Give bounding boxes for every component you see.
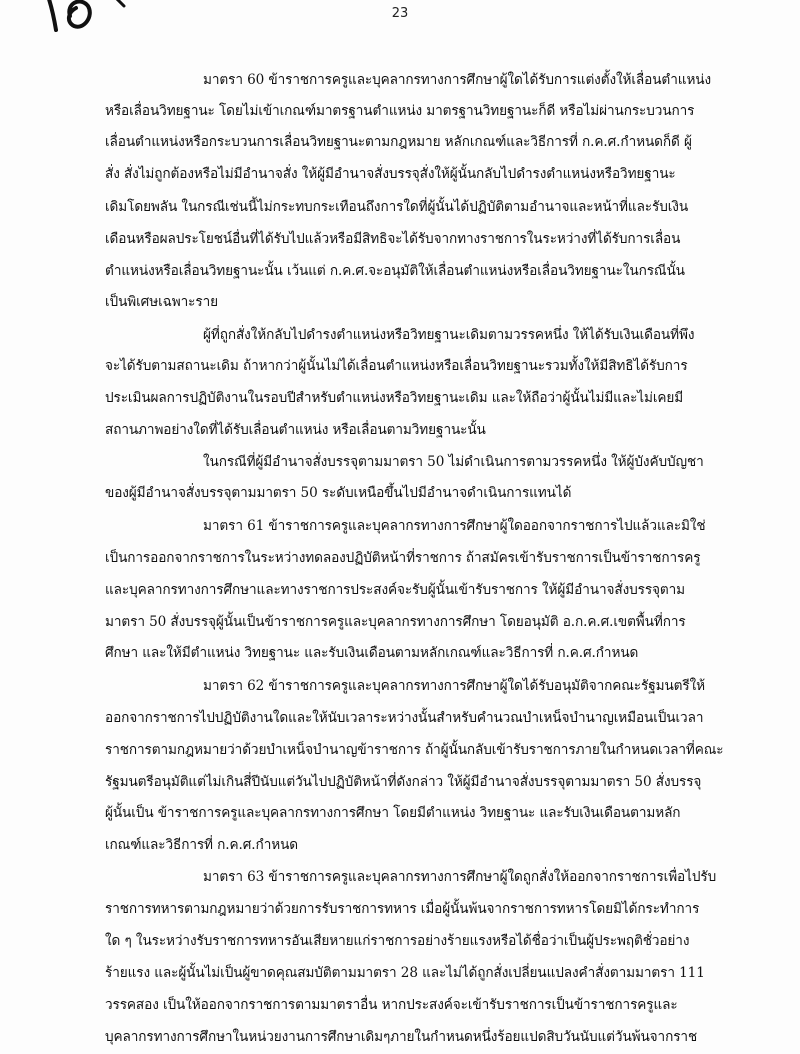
text-line: มาตรา 61 ข้าราชการครูและบุคลากรทางการศึกษาผู้ใดออกจากราชการไปแล้วและมิใช่	[203, 518, 706, 534]
text-line: สถานภาพอย่างใดที่ได้รับเลื่อนตำแหน่ง หรือเลื่อนตามวิทยฐานะนั้น	[105, 422, 486, 438]
text-line: รัฐมนตรีอนุมัติแต่ไม่เกินสี่ปีนับแต่วันไปปฏิบัติหน้าที่ดังกล่าว ให้ผู้มีอำนาจสั่งบรรจุตามมาตรา 50 สั่งบรรจุ	[105, 774, 702, 790]
text-line: ประเมินผลการปฏิบัติงานในรอบปีสำหรับตำแหน่งหรือวิทยฐานะเดิม และให้ถือว่าผู้นั้นไม่มีและไม่เคยมี	[105, 390, 684, 406]
text-line: ร้ายแรง และผู้นั้นไม่เป็นผู้ขาดคุณสมบัติตามมาตรา 28 และไม่ได้ถูกสั่งเปลี่ยนแปลงคำสั่งตามมาตรา 111	[105, 965, 705, 981]
text-line: ออกจากราชการไปปฏิบัติงานใดและให้นับเวลาระหว่างนั้นสำหรับคำนวณบำเหน็จบำนาญเหมือนเป็นเวลา	[105, 710, 704, 726]
text-line: สั่ง สั่งไม่ถูกต้องหรือไม่มีอำนาจสั่ง ให้ผู้มีอำนาจสั่งบรรจุสั่งให้ผู้นั้นกลับไปดำรงตำแหน่งหรือวิทยฐานะ	[105, 166, 676, 182]
text-line: มาตรา 60 ข้าราชการครูและบุคลากรทางการศึกษาผู้ใดได้รับการแต่งตั้งให้เลื่อนตำแหน่ง	[203, 72, 712, 88]
text-line: และบุคลากรทางการศึกษาและทางราชการประสงค์จะรับผู้นั้นเข้ารับราชการ ให้ผู้มีอำนาจสั่งบรรจุตาม	[105, 582, 686, 598]
text-line: ของผู้มีอำนาจสั่งบรรจุตามมาตรา 50 ระดับเหนือขึ้นไปมีอำนาจดำเนินการแทนได้	[105, 485, 572, 501]
text-line: เกณฑ์และวิธีการที่ ก.ค.ศ.กำหนด	[105, 837, 299, 853]
text-line: มาตรา 63 ข้าราชการครูและบุคลากรทางการศึกษาผู้ใดถูกสั่งให้ออกจากราชการเพื่อไปรับ	[203, 869, 717, 885]
text-line: ผู้นั้นเป็น ข้าราชการครูและบุคลากรทางการศึกษา โดยมีตำแหน่ง วิทยฐานะ และรับเงินเดือนตามหลัก	[105, 805, 681, 821]
text-line: ราชการทหารตามกฎหมายว่าด้วยการรับราชการทหาร เมื่อผู้นั้นพ้นจากราชการทหารโดยมิได้กระทำการ	[105, 901, 700, 917]
text-line: ผู้ที่ถูกสั่งให้กลับไปดำรงตำแหน่งหรือวิทยฐานะเดิมตามวรรคหนึ่ง ให้ได้รับเงินเดือนที่พึง	[203, 327, 695, 343]
text-line: เลื่อนตำแหน่งหรือกระบวนการเลื่อนวิทยฐานะตามกฎหมาย หลักเกณฑ์และวิธีการที่ ก.ค.ศ.กำหนดก็ดี ผู้	[105, 134, 692, 150]
text-line: มาตรา 50 สั่งบรรจุผู้นั้นเป็นข้าราชการครูและบุคลากรทางการศึกษา โดยอนุมัติ อ.ก.ค.ศ.เขตพื้นที่การ	[105, 614, 686, 630]
text-line: หรือเลื่อนวิทยฐานะ โดยไม่เข้าเกณฑ์มาตรฐานตำแหน่ง มาตรฐานวิทยฐานะก็ดี หรือไม่ผ่านกระบวนการ	[105, 103, 695, 119]
text-line: จะได้รับตามสถานะเดิม ถ้าหากว่าผู้นั้นไม่ได้เลื่อนตำแหน่งหรือเลื่อนวิทยฐานะรวมทั้งให้มีสิทธิได้รับการ	[105, 358, 688, 374]
text-line: ศึกษา และให้มีตำแหน่ง วิทยฐานะ และรับเงินเดือนตามหลักเกณฑ์และวิธีการที่ ก.ค.ศ.กำหนด	[105, 645, 639, 661]
text-line: เป็นการออกจากราชการในระหว่างทดลองปฏิบัติหน้าที่ราชการ ถ้าสมัครเข้ารับราชการเป็นข้าราชการครู	[105, 550, 701, 566]
text-line: ใด ๆ ในระหว่างรับราชการทหารอันเสียหายแก่ราชการอย่างร้ายแรงหรือได้ชื่อว่าเป็นผู้ประพฤติชั่วอย่าง	[105, 933, 690, 949]
text-line: เป็นพิเศษเฉพาะราย	[105, 294, 218, 310]
text-line: บุคลากรทางการศึกษาในหน่วยงานการศึกษาเดิมๆภายในกำหนดหนึ่งร้อยแปดสิบวันนับแต่วันพ้นจากราช	[105, 1029, 698, 1045]
text-line: เดือนหรือผลประโยชน์อื่นที่ได้รับไปแล้วหรือมีสิทธิจะได้รับจากทางราชการในระหว่างที่ได้รับการเลื่อน	[105, 231, 681, 247]
text-line: ในกรณีที่ผู้มีอำนาจสั่งบรรจุตามมาตรา 50 ไม่ดำเนินการตามวรรคหนึ่ง ให้ผู้บังคับบัญชา	[203, 454, 704, 470]
text-line: ตำแหน่งหรือเลื่อนวิทยฐานะนั้น เว้นแต่ ก.ค.ศ.จะอนุมัติให้เลื่อนตำแหน่งหรือเลื่อนวิทยฐานะในกรณีนั้น	[105, 263, 685, 279]
text-line: วรรคสอง เป็นให้ออกจากราชการตามมาตราอื่น หากประสงค์จะเข้ารับราชการเป็นข้าราชการครูและ	[105, 997, 678, 1013]
text-line: เดิมโดยพลัน ในกรณีเช่นนี้ไม่กระทบกระเทือนถึงการใดที่ผู้นั้นได้ปฏิบัติตามอำนาจและหน้าที่และรับเงิน	[105, 199, 689, 215]
page-number: 23	[391, 6, 409, 21]
text-line: มาตรา 62 ข้าราชการครูและบุคลากรทางการศึกษาผู้ใดได้รับอนุมัติจากคณะรัฐมนตรีให้	[203, 678, 705, 694]
text-line: ราชการตามกฎหมายว่าด้วยบำเหน็จบำนาญข้าราชการ ถ้าผู้นั้นกลับเข้ารับราชการภายในกำหนดเวลาที่คณะ	[105, 742, 724, 758]
